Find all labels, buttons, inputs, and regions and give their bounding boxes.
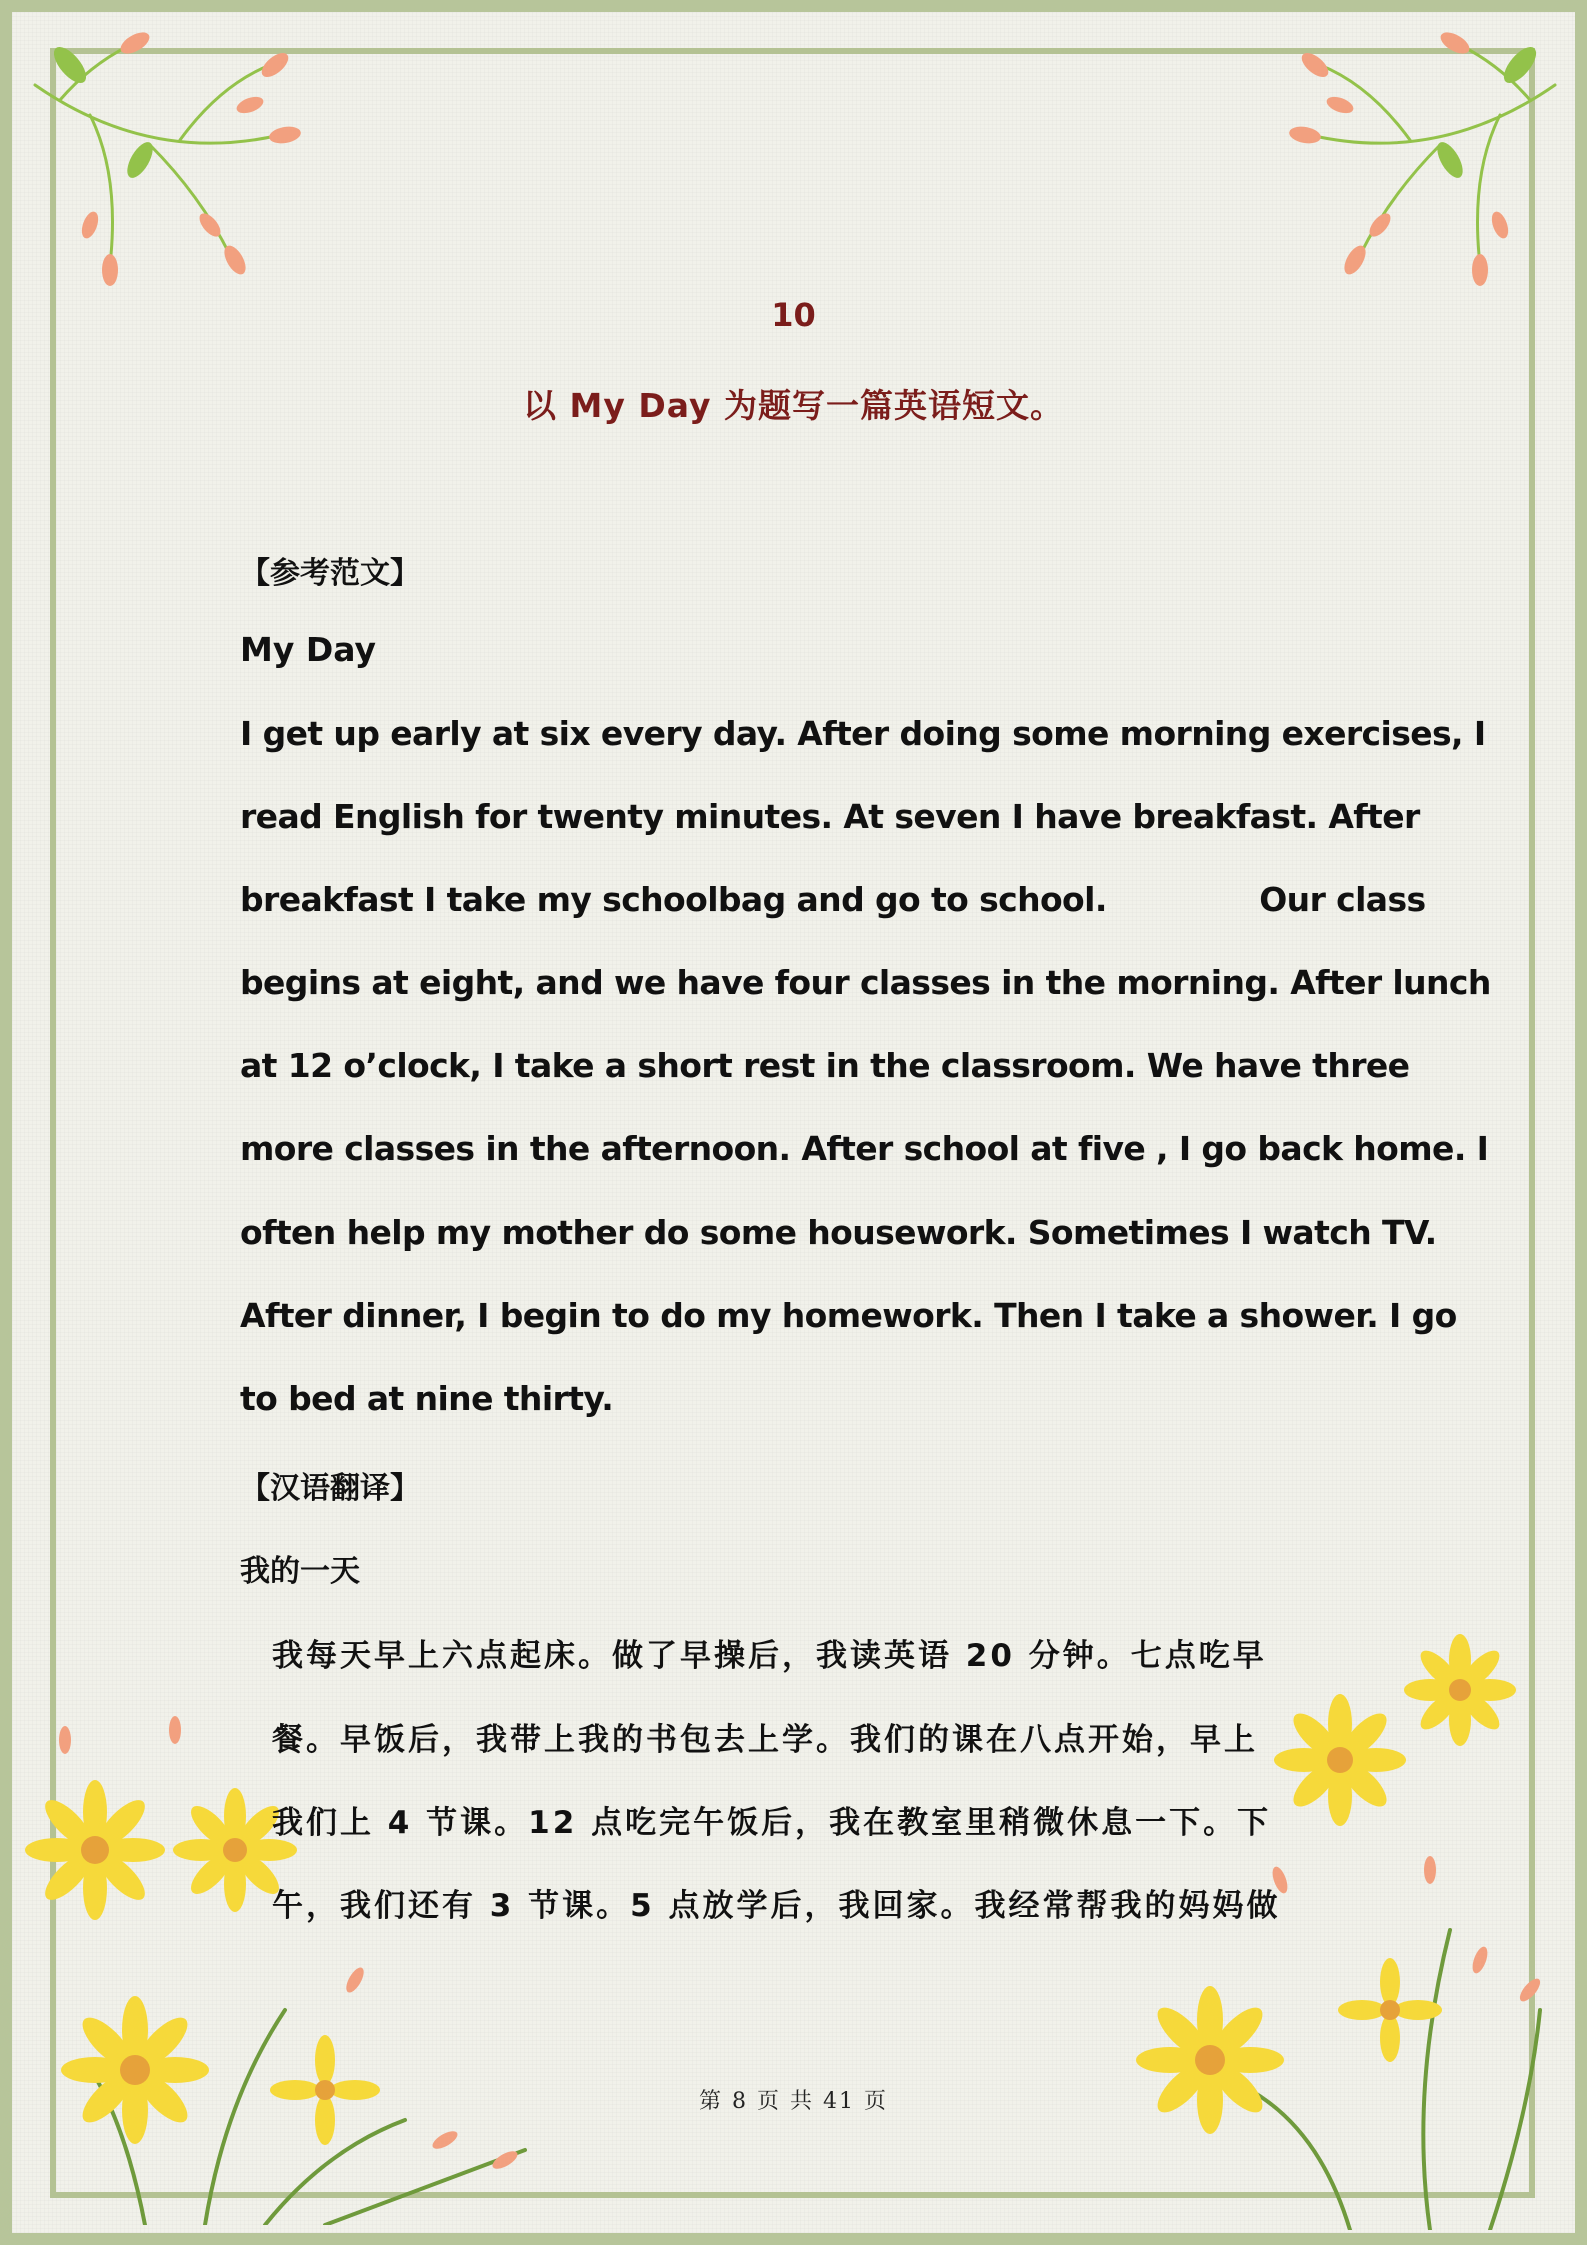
essay-line: After dinner, I begin to do my homework. Then I take a shower. I go	[240, 1296, 1457, 1335]
reference-heading: 【参考范文】	[240, 556, 420, 591]
essay-line: begins at eight, and we have four classes in the morning. After lunch	[240, 963, 1491, 1002]
question-number: 10	[771, 296, 816, 334]
essay-line: more classes in the afternoon. After school at five , I go back home. I	[240, 1129, 1489, 1168]
translation-title: 我的一天	[240, 1554, 360, 1589]
essay-line: at 12 o’clock, I take a short rest in the classroom. We have three	[240, 1046, 1410, 1085]
essay-line: I get up early at six every day. After doing some morning exercises, I	[240, 714, 1486, 753]
essay-line: often help my mother do some housework. Sometimes I watch TV.	[240, 1213, 1437, 1252]
daisy-cluster-icon	[25, 1680, 585, 2225]
translation-heading: 【汉语翻译】	[240, 1471, 420, 1506]
translation-line: 午，我们还有 3 节课。5 点放学后，我回家。我经常帮我的妈妈做	[272, 1888, 1281, 1924]
essay-line: to bed at nine thirty.	[240, 1379, 614, 1418]
translation-line: 我们上 4 节课。12 点吃完午饭后，我在教室里稍微休息一下。下	[272, 1805, 1272, 1841]
essay-line: breakfast I take my schoolbag and go to school. Our class	[240, 880, 1426, 919]
translation-line: 我每天早上六点起床。做了早操后，我读英语 20 分钟。七点吃早	[272, 1638, 1267, 1674]
essay-title: My Day	[240, 630, 376, 669]
question-prompt: 以 My Day 为题写一篇英语短文。	[523, 386, 1064, 425]
page-number-footer: 第 8 页 共 41 页	[699, 2089, 888, 2114]
essay-line: read English for twenty minutes. At seven I have breakfast. After	[240, 797, 1420, 836]
translation-line: 餐。早饭后，我带上我的书包去上学。我们的课在八点开始，早上	[272, 1722, 1258, 1758]
